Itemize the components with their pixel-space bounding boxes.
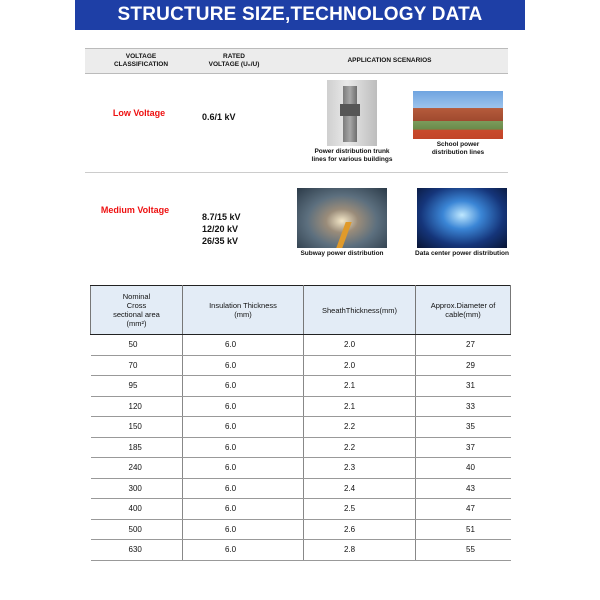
table-row — [91, 396, 511, 417]
table-row — [91, 417, 511, 438]
cable-diameter-cell: 47 — [416, 499, 511, 520]
cross-section-cell: 120 — [91, 396, 183, 417]
rated-voltage-values — [202, 211, 241, 247]
header-line: Insulation Thickness — [209, 301, 277, 310]
header-line: (mm²) — [126, 319, 147, 328]
sheath-thickness-header — [304, 286, 416, 335]
sheath-thickness-cell: 2.5 — [304, 499, 416, 520]
header-line: CLASSIFICATION — [113, 61, 169, 68]
cable-diameter-cell: 37 — [416, 437, 511, 458]
sheath-thickness-cell: 2.0 — [304, 355, 416, 376]
sheath-thickness-cell: 2.1 — [304, 376, 416, 397]
cable-diameter-cell: 31 — [416, 376, 511, 397]
header-line: cable(mm) — [445, 310, 481, 319]
cross-section-cell: 300 — [91, 478, 183, 499]
header-line: Nominal — [122, 292, 151, 301]
school-campus-photo — [413, 91, 503, 139]
insulation-thickness-cell: 6.0 — [183, 376, 304, 397]
page-title: STRUCTURE SIZE,TECHNOLOGY DATA — [117, 4, 483, 25]
cable-diameter-cell: 40 — [416, 458, 511, 479]
insulation-thickness-cell: 6.0 — [183, 499, 304, 520]
insulation-thickness-cell: 6.0 — [183, 519, 304, 540]
rated-voltage-header — [197, 49, 271, 73]
table-header-row — [91, 286, 511, 335]
cross-section-cell: 185 — [91, 437, 183, 458]
low-voltage-row — [85, 74, 508, 173]
header-line: (mm) — [234, 310, 252, 319]
table-row — [91, 376, 511, 397]
sheath-thickness-cell: 2.8 — [304, 540, 416, 561]
voltage-classification-header — [85, 49, 197, 73]
platform-edge-stripe — [336, 222, 351, 248]
table-row — [91, 478, 511, 499]
voltage-classification-table — [85, 48, 508, 269]
data-center-photo — [417, 188, 507, 248]
application-scenarios-header: APPLICATION SCENARIOS — [347, 57, 432, 64]
busway-box — [340, 104, 360, 116]
sheath-thickness-cell: 2.2 — [304, 437, 416, 458]
caption-line: lines for various buildings — [311, 156, 393, 163]
insulation-thickness-cell: 6.0 — [183, 478, 304, 499]
scenario-school — [410, 91, 506, 157]
table-row — [91, 458, 511, 479]
cross-section-cell: 240 — [91, 458, 183, 479]
table-row — [91, 519, 511, 540]
cross-section-cell: 95 — [91, 376, 183, 397]
scenario-caption — [300, 250, 383, 258]
sheath-thickness-cell: 2.4 — [304, 478, 416, 499]
header-line: Cross — [126, 301, 147, 310]
scenario-subway — [290, 188, 394, 258]
table-body — [91, 335, 511, 561]
cable-diameter-cell: 33 — [416, 396, 511, 417]
cable-diameter-cell: 51 — [416, 519, 511, 540]
cable-technical-data-table — [90, 285, 511, 561]
header-line: Approx.Diameter of — [430, 301, 496, 310]
medium-voltage-label: Medium Voltage — [100, 205, 170, 215]
scenario-caption — [432, 141, 484, 157]
cross-section-cell: 400 — [91, 499, 183, 520]
cable-diameter-cell: 43 — [416, 478, 511, 499]
sheath-thickness-cell: 2.3 — [304, 458, 416, 479]
insulation-thickness-cell: 6.0 — [183, 437, 304, 458]
rated-voltage-value: 12/20 kV — [202, 224, 239, 234]
low-voltage-label: Low Voltage — [112, 108, 166, 118]
subway-tunnel-photo — [297, 188, 387, 248]
cross-section-cell: 70 — [91, 355, 183, 376]
cable-diameter-cell: 29 — [416, 355, 511, 376]
caption-line: Power distribution trunk — [314, 148, 390, 155]
rated-voltage-value: 0.6/1 kV — [202, 112, 236, 122]
table-row — [91, 499, 511, 520]
caption-line: Data center power distribution — [415, 250, 509, 257]
rated-voltage-value: 26/35 kV — [202, 236, 239, 246]
sheath-thickness-cell: 2.0 — [304, 335, 416, 356]
scenario-power-trunk — [307, 80, 397, 164]
cable-diameter-cell: 27 — [416, 335, 511, 356]
cross-section-cell: 500 — [91, 519, 183, 540]
insulation-thickness-cell: 6.0 — [183, 417, 304, 438]
cable-diameter-cell: 35 — [416, 417, 511, 438]
insulation-thickness-cell: 6.0 — [183, 335, 304, 356]
medium-voltage-row — [85, 173, 508, 269]
insulation-thickness-cell: 6.0 — [183, 458, 304, 479]
sheath-thickness-cell: 2.1 — [304, 396, 416, 417]
table-row — [91, 355, 511, 376]
sheath-thickness-cell: 2.2 — [304, 417, 416, 438]
caption-line: School power — [436, 141, 480, 148]
header-line: sectional area — [113, 310, 160, 319]
cross-section-cell: 630 — [91, 540, 183, 561]
cross-section-cell: 50 — [91, 335, 183, 356]
scenario-data-center — [407, 188, 517, 258]
header-line: VOLTAGE (U₀/U) — [208, 61, 260, 68]
caption-line: distribution lines — [431, 149, 485, 156]
header-line: SheathThickness(mm) — [321, 305, 398, 315]
table-row — [91, 335, 511, 356]
header-line: VOLTAGE — [125, 53, 157, 60]
caption-line: Subway power distribution — [300, 250, 384, 257]
insulation-thickness-header — [183, 286, 304, 335]
voltage-table-header — [85, 48, 508, 74]
insulation-thickness-cell: 6.0 — [183, 396, 304, 417]
cross-section-cell: 150 — [91, 417, 183, 438]
header-line: RATED — [223, 53, 245, 60]
insulation-thickness-cell: 6.0 — [183, 355, 304, 376]
power-distribution-trunk-photo — [327, 80, 377, 146]
rated-voltage-value: 8.7/15 kV — [202, 212, 241, 222]
table-row — [91, 540, 511, 561]
insulation-thickness-cell: 6.0 — [183, 540, 304, 561]
cable-diameter-header — [416, 286, 511, 335]
table-row — [91, 437, 511, 458]
sheath-thickness-cell: 2.6 — [304, 519, 416, 540]
cable-diameter-cell: 55 — [416, 540, 511, 561]
cross-section-header — [91, 286, 183, 335]
scenario-caption — [415, 250, 509, 258]
scenario-caption — [312, 148, 393, 164]
title-banner — [75, 0, 525, 30]
